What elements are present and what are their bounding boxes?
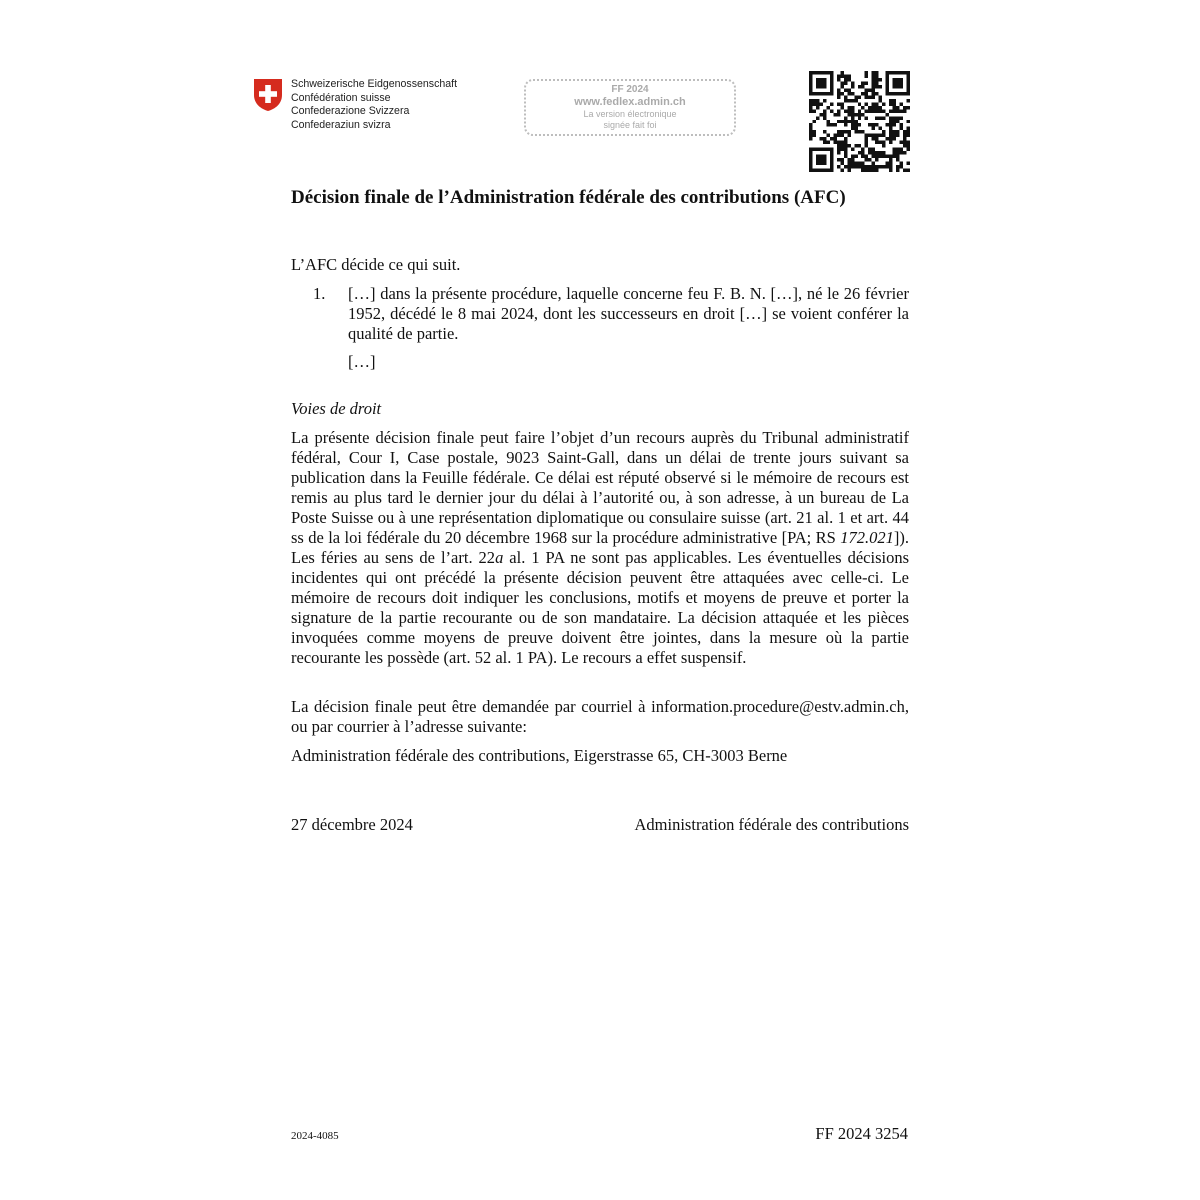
document-reference: 2024-4085 — [291, 1130, 339, 1142]
article-letter: a — [495, 548, 504, 567]
document-title: Décision finale de l’Administration fédérale des contributions (AFC) — [291, 187, 846, 208]
confederation-name-rm: Confederaziun svizra — [291, 118, 391, 131]
appeal-text-part2: ]). Les féries au sens de l’art. 22 — [291, 528, 909, 567]
item-number: 1. — [313, 284, 326, 303]
section-heading: Voies de droit — [291, 399, 382, 418]
stamp-line-signed: signée fait foi — [603, 120, 657, 130]
decision-item — [291, 284, 909, 344]
electronic-version-stamp — [524, 79, 736, 136]
request-paragraph: La décision finale peut être demandée par courriel à information.procedure@estv.admin.ch, ou par courrier à l’adresse suivante: — [291, 697, 909, 736]
appeal-text-part1: La présente décision finale peut faire l’objet d’un recours auprès du Tribunal administratif fédéral, Cour I, Case postale, 9023 Saint-Gall, dans un délai de trente jours suivant sa publication dans la Feuille fédérale. Ce délai est réputé observé si le mémoire de recours est remis au plus tard le dernier jour du délai à l’autorité ou, à son adresse, à un bureau de La Poste Suisse ou à une représentation diplomatique ou consulaire suisse (art. 21 al. 1 et art. 44 ss de la loi fédérale du 20 décembre 1968 sur la procédure administrative [PA; RS — [291, 428, 909, 547]
appeal-paragraph — [291, 428, 909, 668]
stamp-line-ff: FF 2024 — [611, 84, 649, 95]
rs-number: 172.021 — [840, 528, 894, 547]
confederation-name-it: Confederazione Svizzera — [291, 105, 410, 117]
address-line: Administration fédérale des contributions, Eigerstrasse 65, CH-3003 Berne — [291, 746, 788, 765]
item-ellipsis: […] — [348, 352, 376, 371]
issuing-authority: Administration fédérale des contributions — [634, 815, 909, 834]
stamp-line-version: La version électronique — [583, 109, 677, 119]
item-text: […] dans la présente procédure, laquelle concerne feu F. B. N. […], né le 26 février 1952, décédé le 8 mai 2024, dont les successeurs en droit […] se voient conférer la qualité de partie. — [348, 284, 909, 343]
confederation-name-fr: Confédération suisse — [291, 91, 391, 104]
page-reference: FF 2024 3254 — [815, 1124, 908, 1143]
swiss-coat-of-arms-icon — [253, 78, 283, 112]
decision-date: 27 décembre 2024 — [291, 815, 413, 834]
qr-code-icon — [809, 71, 910, 172]
appeal-text-part3: al. 1 PA ne sont pas applicables. Les éventuelles décisions incidentes qui ont précédé la présente décision peuvent être attaquées avec celle-ci. Le mémoire de recours doit indiquer les conclusions, motifs et moyens de preuve et porter la signature de la partie recourante ou de son mandataire. La décision attaquée et les pièces invoquées comme moyens de preuve doivent être jointes, dans la mesure où la partie recourante les possède (art. 52 al. 1 PA). Le recours a effet suspensif. — [291, 548, 909, 667]
confederation-name-de: Schweizerische Eidgenossenschaft — [291, 78, 458, 90]
intro-sentence: L’AFC décide ce qui suit. — [291, 255, 461, 274]
stamp-line-url: www.fedlex.admin.ch — [574, 96, 686, 108]
confederation-names — [291, 78, 457, 132]
